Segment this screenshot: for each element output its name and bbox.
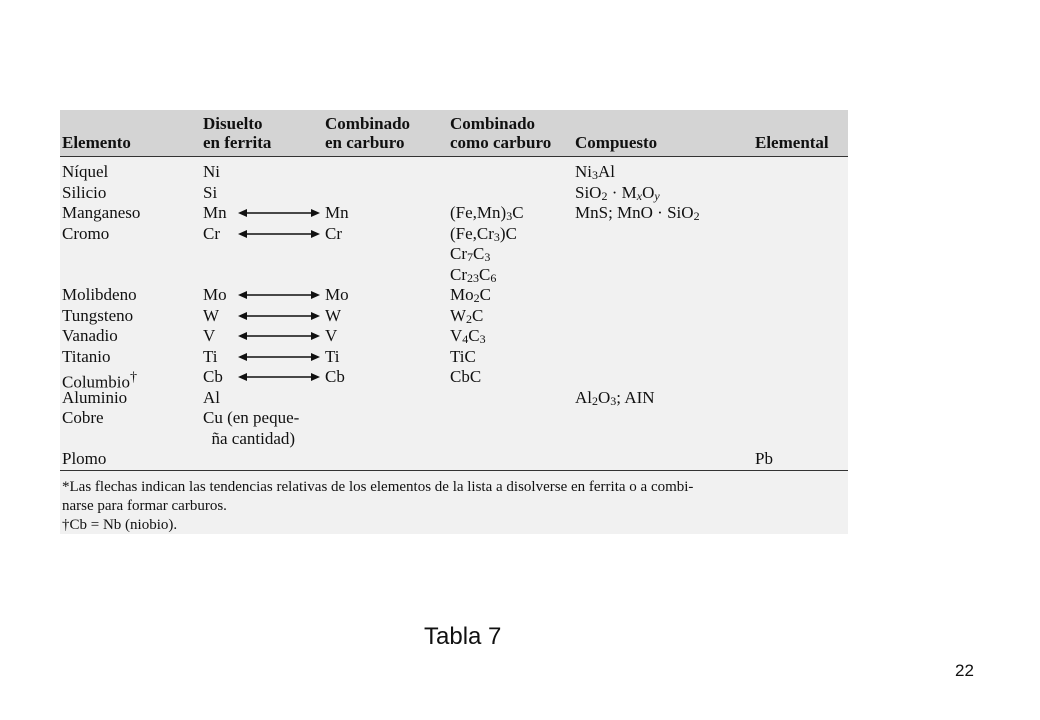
- double-arrow-icon: [238, 208, 320, 218]
- cell-carbide: $Mo_2C$: [450, 285, 491, 305]
- cell-combined: Cr: [325, 223, 342, 243]
- cell-dissolved: Mo: [203, 285, 227, 304]
- double-arrow-icon: [238, 352, 320, 362]
- table-body: [60, 162, 848, 470]
- cell-element: Silicio: [62, 182, 107, 202]
- cell-element: Manganeso: [62, 203, 141, 222]
- header-combinado-carburo: Combinado en carburo: [325, 114, 411, 152]
- double-arrow-icon: [238, 372, 320, 382]
- cell-element: Plomo: [62, 449, 107, 468]
- footnote-line: narse para formar carburos.: [62, 498, 227, 514]
- header-como-carburo: Combinado como carburo: [450, 114, 552, 152]
- cell-dissolved: Cu (en peque-: [203, 408, 300, 427]
- cell-dissolved: ña cantidad): [203, 428, 296, 448]
- table-row: [60, 326, 848, 347]
- table-header: [60, 110, 848, 157]
- cell-combined: Mo: [325, 285, 349, 304]
- footnote-line: *Las flechas indican las tendencias relativas de los elementos de la lista a disolverse en ferrita o a combi-: [62, 479, 694, 495]
- cell-combined: W: [325, 305, 342, 325]
- cell-carbide: $Cr_7C_3$: [450, 244, 491, 264]
- cell-carbide: $(Fe,Mn)_3C$: [450, 203, 524, 223]
- table-row: [60, 224, 848, 245]
- cell-carbide: CbC: [450, 367, 482, 386]
- header-compuesto: Compuesto: [575, 133, 658, 152]
- cell-dissolved: Mn: [203, 203, 227, 222]
- table-row: [60, 306, 848, 327]
- cell-combined: Ti: [325, 346, 340, 366]
- cell-element: Columbio†: [62, 369, 138, 392]
- cell-combined: V: [325, 326, 338, 345]
- cell-dissolved: Ni: [203, 162, 220, 181]
- slide-caption: Tabla 7: [424, 623, 502, 650]
- double-arrow-icon: [238, 290, 320, 300]
- table-row: [60, 388, 848, 409]
- cell-dissolved: Ti: [203, 346, 218, 366]
- table-row: [60, 367, 848, 392]
- header-elemento: Elemento: [62, 133, 131, 152]
- table-row: [60, 408, 848, 429]
- cell-element: Tungsteno: [62, 305, 134, 325]
- cell-compound: $Al_2O_3$; AIN: [575, 387, 655, 408]
- cell-element: Titanio: [62, 346, 111, 366]
- alloy-elements-table: [60, 110, 848, 534]
- table-row: [60, 203, 848, 224]
- cell-combined: Cb: [325, 367, 345, 386]
- cell-combined: Mn: [325, 203, 349, 222]
- table-row: [60, 449, 848, 470]
- double-arrow-icon: [238, 229, 320, 239]
- cell-elemental: Pb: [755, 449, 773, 468]
- cell-dissolved: Si: [203, 182, 218, 202]
- cell-compound: MnS; MnO · SiO$_2$: [575, 203, 700, 223]
- cell-carbide: TiC: [450, 346, 476, 366]
- page-number: 22: [955, 661, 974, 680]
- cell-element: Vanadio: [62, 326, 118, 345]
- cell-dissolved: W: [203, 305, 220, 325]
- table-row: [60, 162, 848, 183]
- cell-element: Aluminio: [62, 387, 128, 407]
- double-arrow-icon: [238, 331, 320, 341]
- header-disuelto: Disuelto en ferrita: [203, 114, 272, 152]
- double-arrow-icon: [238, 311, 320, 321]
- cell-compound: $SiO_2 \cdot M_xO_y$: [575, 182, 660, 203]
- cell-element: Níquel: [62, 162, 109, 181]
- cell-dissolved: V: [203, 326, 216, 345]
- table-row: [60, 429, 848, 450]
- cell-carbide: $W_2C$: [450, 305, 484, 326]
- cell-dissolved: Cb: [203, 367, 223, 386]
- cell-element: Cromo: [62, 223, 110, 243]
- table-row: [60, 347, 848, 368]
- cell-element: Molibdeno: [62, 285, 137, 304]
- table-row: [60, 285, 848, 306]
- cell-carbide: $(Fe,Cr_3)C$: [450, 223, 517, 244]
- table-footnotes: [62, 478, 842, 535]
- header-elemental: Elemental: [755, 133, 829, 152]
- cell-dissolved: Al: [203, 387, 220, 407]
- cell-element: Cobre: [62, 408, 104, 427]
- cell-compound: $Ni_3Al$: [575, 162, 615, 182]
- footnote-line: †Cb = Nb (niobio).: [62, 517, 178, 533]
- table-bottom-rule: [60, 470, 848, 471]
- cell-carbide: $V_4C_3$: [450, 326, 486, 346]
- cell-dissolved: Cr: [203, 223, 220, 243]
- table-row: [60, 265, 848, 286]
- cell-carbide: $Cr_{23}C_6$: [450, 264, 497, 285]
- table-row: [60, 183, 848, 204]
- table-row: [60, 244, 848, 265]
